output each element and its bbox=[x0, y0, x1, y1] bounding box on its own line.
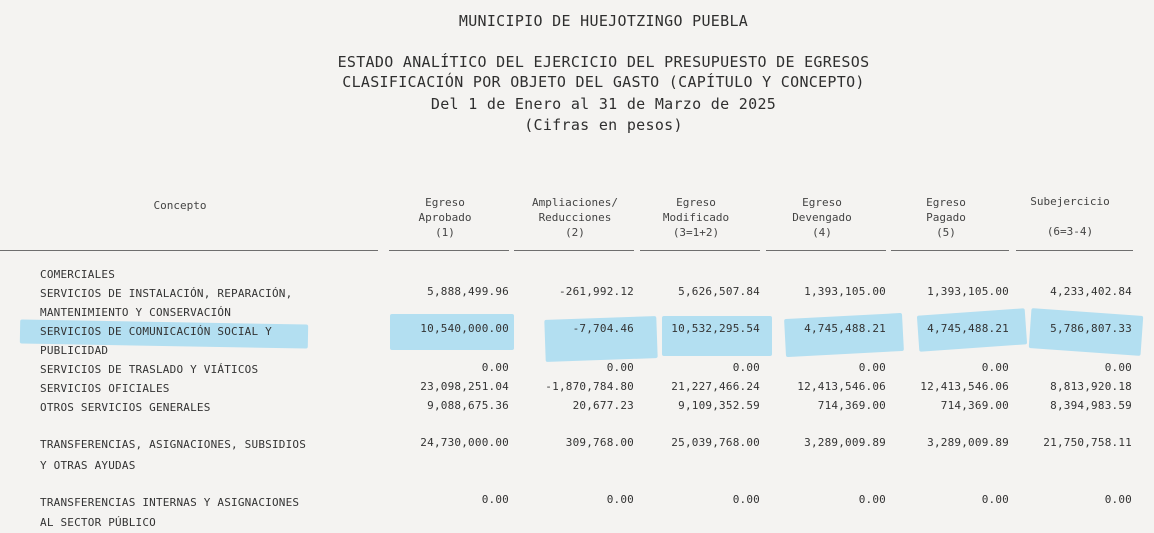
col-header-line: Subejercicio bbox=[1030, 195, 1110, 208]
col-header-devengado bbox=[762, 195, 882, 240]
row-label: SERVICIOS OFICIALES bbox=[40, 382, 170, 395]
col-header-line: (1) bbox=[435, 226, 455, 239]
cell-devengado: 714,369.00 bbox=[817, 399, 886, 412]
col-header-line: (4) bbox=[812, 226, 832, 239]
header-rule bbox=[766, 250, 886, 251]
row-label: TRANSFERENCIAS INTERNAS Y ASIGNACIONES bbox=[40, 496, 300, 509]
row-label-cont: Y OTRAS AYUDAS bbox=[40, 459, 136, 472]
col-header-line: Egreso bbox=[425, 196, 465, 209]
col-header-line: Devengado bbox=[792, 211, 852, 224]
cell-modificado: 0.00 bbox=[732, 361, 760, 374]
col-header-aprobado bbox=[385, 195, 505, 240]
cell-pagado: 1,393,105.00 bbox=[927, 285, 1009, 298]
col-header-spacer bbox=[1010, 209, 1130, 224]
cell-subejercicio: 0.00 bbox=[1104, 361, 1132, 374]
col-header-line: (5) bbox=[936, 226, 956, 239]
cell-devengado: 0.00 bbox=[858, 361, 886, 374]
col-header-line: Pagado bbox=[926, 211, 966, 224]
cell-modificado: 10,532,295.54 bbox=[671, 322, 760, 335]
cell-pagado: 4,745,488.21 bbox=[927, 322, 1009, 335]
row-label-cont: AL SECTOR PÚBLICO bbox=[40, 516, 156, 529]
header-rule bbox=[640, 250, 760, 251]
row-label: SERVICIOS DE COMUNICACIÓN SOCIAL Y bbox=[40, 325, 272, 338]
report-period: Del 1 de Enero al 31 de Marzo de 2025 bbox=[430, 95, 777, 113]
header-rule bbox=[1016, 250, 1133, 251]
entity-name: MUNICIPIO DE HUEJOTZINGO PUEBLA bbox=[458, 12, 749, 30]
col-header-line: Modificado bbox=[662, 211, 730, 224]
cell-ampliaciones: 0.00 bbox=[606, 493, 634, 506]
cell-devengado: 0.00 bbox=[858, 493, 886, 506]
cell-pagado: 3,289,009.89 bbox=[927, 436, 1009, 449]
col-header-line: (3=1+2) bbox=[672, 226, 720, 239]
col-header-line: Egreso bbox=[926, 196, 966, 209]
cell-aprobado: 9,088,675.36 bbox=[427, 399, 509, 412]
cell-aprobado: 5,888,499.96 bbox=[427, 285, 509, 298]
highlight-mark bbox=[784, 313, 904, 357]
cell-subejercicio: 5,786,807.33 bbox=[1050, 322, 1132, 335]
cell-modificado: 21,227,466.24 bbox=[671, 380, 760, 393]
row-label: SERVICIOS DE TRASLADO Y VIÁTICOS bbox=[40, 363, 259, 376]
cell-aprobado: 23,098,251.04 bbox=[420, 380, 509, 393]
col-header-line: Egreso bbox=[676, 196, 716, 209]
row-label: SERVICIOS DE INSTALACIÓN, REPARACIÓN, bbox=[40, 287, 293, 300]
cell-ampliaciones: -7,704.46 bbox=[572, 322, 634, 335]
cell-ampliaciones: 0.00 bbox=[606, 361, 634, 374]
row-label-cont: PUBLICIDAD bbox=[40, 344, 109, 357]
cell-aprobado: 10,540,000.00 bbox=[420, 322, 509, 335]
col-header-line: (2) bbox=[565, 226, 585, 239]
col-header-concepto-label: Concepto bbox=[153, 199, 207, 212]
col-header-line: Reducciones bbox=[538, 211, 612, 224]
cell-modificado: 0.00 bbox=[732, 493, 760, 506]
col-header-line: (6=3-4) bbox=[1046, 225, 1094, 238]
cell-pagado: 12,413,546.06 bbox=[920, 380, 1009, 393]
cell-modificado: 25,039,768.00 bbox=[671, 436, 760, 449]
cell-devengado: 1,393,105.00 bbox=[804, 285, 886, 298]
row-label: OTROS SERVICIOS GENERALES bbox=[40, 401, 211, 414]
cell-pagado: 714,369.00 bbox=[940, 399, 1009, 412]
cell-modificado: 5,626,507.84 bbox=[678, 285, 760, 298]
cell-ampliaciones: 309,768.00 bbox=[565, 436, 634, 449]
cell-subejercicio: 8,813,920.18 bbox=[1050, 380, 1132, 393]
cell-subejercicio: 8,394,983.59 bbox=[1050, 399, 1132, 412]
cell-subejercicio: 21,750,758.11 bbox=[1043, 436, 1132, 449]
row-label-cont: MANTENIMIENTO Y CONSERVACIÓN bbox=[40, 306, 232, 319]
col-header-pagado bbox=[886, 195, 1006, 240]
col-header-concepto bbox=[120, 198, 240, 213]
cell-devengado: 12,413,546.06 bbox=[797, 380, 886, 393]
cell-ampliaciones: -1,870,784.80 bbox=[545, 380, 634, 393]
cell-pagado: 0.00 bbox=[981, 493, 1009, 506]
col-header-modificado bbox=[636, 195, 756, 240]
cell-aprobado: 0.00 bbox=[481, 493, 509, 506]
cell-ampliaciones: -261,992.12 bbox=[558, 285, 634, 298]
cell-subejercicio: 4,233,402.84 bbox=[1050, 285, 1132, 298]
header-rule bbox=[389, 250, 509, 251]
cell-modificado: 9,109,352.59 bbox=[678, 399, 760, 412]
report-units: (Cifras en pesos) bbox=[524, 116, 683, 134]
col-header-subejercicio bbox=[1010, 194, 1130, 239]
header-rule bbox=[0, 250, 378, 251]
row-label: TRANSFERENCIAS, ASIGNACIONES, SUBSIDIOS bbox=[40, 438, 307, 451]
col-header-line: Egreso bbox=[802, 196, 842, 209]
header-rule bbox=[514, 250, 634, 251]
report-title: ESTADO ANALÍTICO DEL EJERCICIO DEL PRESUPUESTO DE EGRESOS bbox=[337, 53, 870, 71]
cell-pagado: 0.00 bbox=[981, 361, 1009, 374]
cell-devengado: 4,745,488.21 bbox=[804, 322, 886, 335]
col-header-line: Aprobado bbox=[418, 211, 472, 224]
cell-devengado: 3,289,009.89 bbox=[804, 436, 886, 449]
cell-aprobado: 24,730,000.00 bbox=[420, 436, 509, 449]
col-header-line: Ampliaciones/ bbox=[531, 196, 619, 209]
cell-subejercicio: 0.00 bbox=[1104, 493, 1132, 506]
cell-aprobado: 0.00 bbox=[481, 361, 509, 374]
header-rule bbox=[891, 250, 1009, 251]
col-header-ampliaciones bbox=[510, 195, 640, 240]
cell-ampliaciones: 20,677.23 bbox=[572, 399, 634, 412]
report-subtitle: CLASIFICACIÓN POR OBJETO DEL GASTO (CAPÍTULO Y CONCEPTO) bbox=[342, 73, 865, 91]
row-label: COMERCIALES bbox=[40, 268, 116, 281]
